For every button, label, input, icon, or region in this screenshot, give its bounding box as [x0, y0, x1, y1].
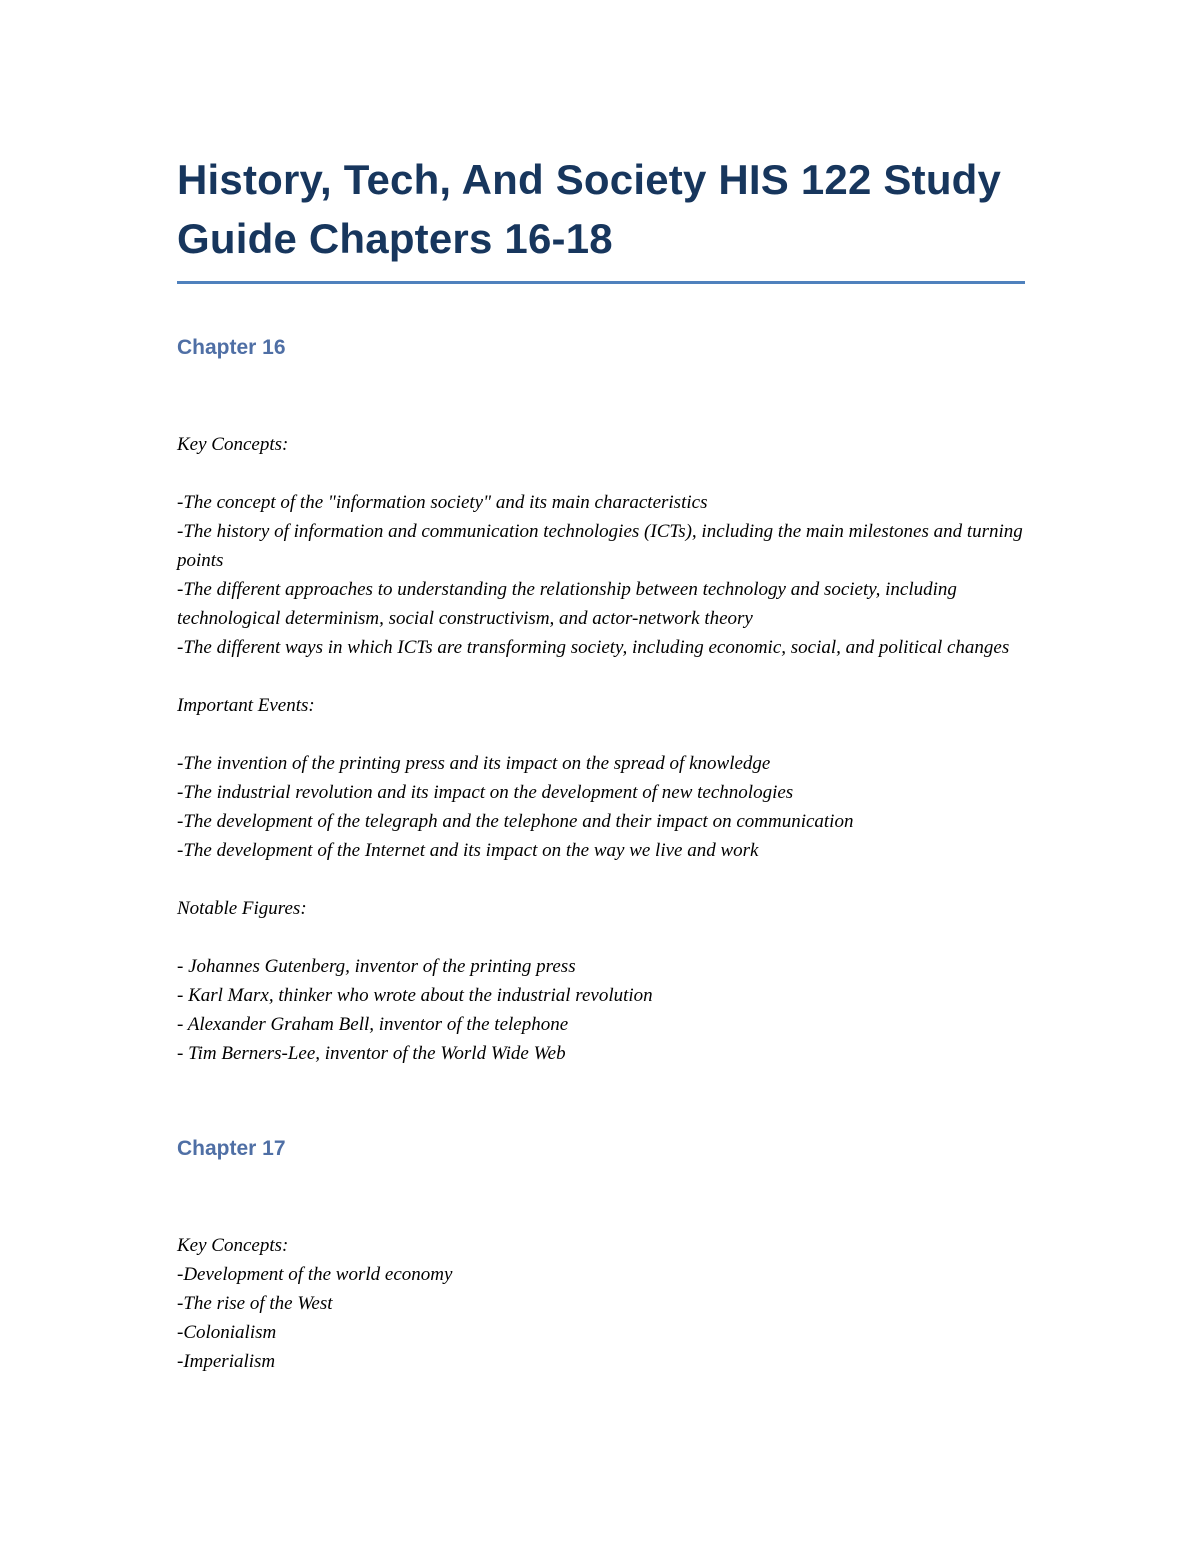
- list-item: - Johannes Gutenberg, inventor of the printing press: [177, 956, 576, 977]
- ch16-key-concepts-label: Key Concepts:: [177, 434, 289, 455]
- list-item: - Tim Berners-Lee, inventor of the World Wide Web: [177, 1043, 566, 1064]
- list-item: -The invention of the printing press and its impact on the spread of knowledge: [177, 753, 771, 774]
- ch17-key-concepts-list: [177, 1260, 1025, 1376]
- list-item: -The industrial revolution and its impact on the development of new technologies: [177, 782, 794, 803]
- list-item: - Alexander Graham Bell, inventor of the telephone: [177, 1014, 569, 1035]
- document-title: History, Tech, And Society HIS 122 Study Guide Chapters 16-18: [177, 156, 1002, 262]
- list-item: -The rise of the West: [177, 1293, 333, 1314]
- chapter-17-heading: Chapter 17: [177, 1137, 286, 1160]
- ch16-notable-figures-list: [177, 952, 1025, 1068]
- chapter-16-section: [177, 335, 1025, 1068]
- list-item: -Imperialism: [177, 1351, 276, 1372]
- title-underline: [177, 281, 1025, 284]
- list-item: -The concept of the "information society" and its main characteristics: [177, 492, 708, 513]
- ch16-key-concepts-list: [177, 488, 1025, 662]
- list-item: -The history of information and communication technologies (ICTs), including the main milestones and turning points: [177, 521, 1023, 571]
- ch16-notable-figures-label: Notable Figures:: [177, 898, 307, 919]
- ch17-key-concepts-label: Key Concepts:: [177, 1235, 289, 1256]
- ch16-important-events-label: Important Events:: [177, 695, 315, 716]
- chapter-17-section: [177, 1136, 1025, 1376]
- list-item: -The different approaches to understanding the relationship between technology and society, including technological determinism, social constructivism, and actor-network theory: [177, 579, 957, 629]
- list-item: -The development of the Internet and its impact on the way we live and work: [177, 840, 759, 861]
- document-page: [177, 150, 1025, 1376]
- chapter-16-heading: Chapter 16: [177, 336, 286, 359]
- list-item: -The development of the telegraph and the telephone and their impact on communication: [177, 811, 854, 832]
- list-item: -The different ways in which ICTs are transforming society, including economic, social, and political changes: [177, 637, 1010, 658]
- ch16-important-events-list: [177, 749, 1025, 865]
- list-item: -Development of the world economy: [177, 1264, 453, 1285]
- list-item: - Karl Marx, thinker who wrote about the industrial revolution: [177, 985, 653, 1006]
- list-item: -Colonialism: [177, 1322, 277, 1343]
